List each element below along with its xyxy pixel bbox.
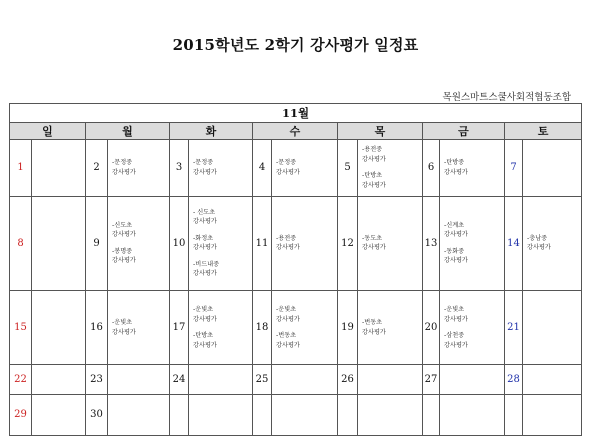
- event-type: 강사평가: [112, 257, 136, 265]
- event-type: 강사평가: [276, 341, 300, 349]
- weekday-header-mon: 월: [86, 122, 170, 139]
- event-school: -운빛초: [112, 319, 133, 327]
- event-type: 강사평가: [112, 231, 136, 239]
- event-type: 강사평가: [444, 168, 468, 176]
- event-type: 강사평가: [193, 168, 217, 176]
- event-type: 강사평가: [362, 328, 386, 336]
- day-events: [108, 365, 170, 395]
- day-number: 6: [423, 139, 440, 196]
- day-number: 18: [253, 291, 272, 365]
- day-number: 14: [505, 196, 523, 291]
- week-row: [10, 365, 582, 395]
- event-school: -탄방초: [362, 172, 383, 180]
- day-number: 11: [253, 196, 272, 291]
- event-type: 강사평가: [193, 315, 217, 323]
- day-number: [253, 394, 272, 435]
- day-events: [32, 291, 86, 365]
- day-events: [440, 196, 505, 291]
- day-events: [358, 196, 423, 291]
- day-events: [358, 291, 423, 365]
- event-school: -충남중: [527, 234, 548, 242]
- event-school: -문정중: [112, 159, 133, 167]
- day-number: 16: [86, 291, 108, 365]
- organization-name: 목원스마트스쿨사회적협동조합: [442, 92, 571, 103]
- day-number: 20: [423, 291, 440, 365]
- day-number: 15: [10, 291, 32, 365]
- day-number: 7: [505, 139, 523, 196]
- page-title: 2015학년도 2학기 강사평가 일정표: [172, 36, 419, 54]
- event-type: 강사평가: [112, 168, 136, 176]
- day-events: [523, 196, 582, 291]
- day-events: [32, 139, 86, 196]
- day-number: 30: [86, 394, 108, 435]
- week-row: [10, 139, 582, 196]
- weekday-header-sat: 토: [505, 122, 582, 139]
- event-type: 강사평가: [444, 257, 468, 265]
- day-number: 19: [338, 291, 358, 365]
- day-events: [32, 365, 86, 395]
- event-school: -운빛초: [276, 306, 297, 314]
- event-school: - 신도초: [193, 208, 216, 216]
- event-school: -신계초: [444, 221, 465, 229]
- day-events: [32, 196, 86, 291]
- weekday-header-tue: 화: [170, 122, 253, 139]
- day-events: [108, 196, 170, 291]
- event-type: 강사평가: [112, 328, 136, 336]
- day-events: [108, 291, 170, 365]
- event-type: 강사평가: [444, 341, 468, 349]
- event-school: -탄방초: [193, 332, 214, 340]
- day-number: 9: [86, 196, 108, 291]
- event-school: -동도초: [362, 234, 383, 242]
- day-events: [440, 291, 505, 365]
- day-number: 24: [170, 365, 189, 395]
- day-number: 22: [10, 365, 32, 395]
- day-number: 3: [170, 139, 189, 196]
- event-type: 강사평가: [276, 315, 300, 323]
- event-type: 강사평가: [193, 218, 217, 226]
- day-events: [32, 394, 86, 435]
- event-school: -번동초: [276, 332, 297, 340]
- event-type: 강사평가: [193, 244, 217, 252]
- weekday-header-thu: 목: [338, 122, 423, 139]
- day-number: [170, 394, 189, 435]
- day-events: [523, 139, 582, 196]
- event-school: -탄방중: [444, 159, 465, 167]
- day-number: [338, 394, 358, 435]
- calendar-table: [9, 103, 582, 436]
- week-row: [10, 291, 582, 365]
- day-events: [189, 139, 253, 196]
- day-number: 10: [170, 196, 189, 291]
- weekday-header-wed: 수: [253, 122, 338, 139]
- day-number: 21: [505, 291, 523, 365]
- event-school: -용전중: [276, 234, 297, 242]
- day-number: 2: [86, 139, 108, 196]
- day-events: [358, 365, 423, 395]
- event-school: -신도초: [112, 221, 133, 229]
- day-number: 13: [423, 196, 440, 291]
- event-school: -번동초: [362, 319, 383, 327]
- weekday-header-sun: 일: [10, 122, 86, 139]
- event-type: 강사평가: [276, 168, 300, 176]
- month-header: 11월: [10, 104, 582, 123]
- day-events: [189, 394, 253, 435]
- day-number: 27: [423, 365, 440, 395]
- day-events: [272, 365, 338, 395]
- event-school: -운빛초: [193, 306, 214, 314]
- day-events: [440, 394, 505, 435]
- event-type: 강사평가: [276, 244, 300, 252]
- day-number: 5: [338, 139, 358, 196]
- event-type: 강사평가: [444, 231, 468, 239]
- day-events: [523, 394, 582, 435]
- event-type: 강사평가: [362, 181, 386, 189]
- day-number: 29: [10, 394, 32, 435]
- event-school: -동화중: [444, 247, 465, 255]
- day-number: 17: [170, 291, 189, 365]
- day-number: 1: [10, 139, 32, 196]
- event-school: -운빛초: [444, 306, 465, 314]
- event-school: -화정초: [193, 234, 214, 242]
- day-number: [423, 394, 440, 435]
- day-events: [358, 139, 423, 196]
- event-school: -용전중: [362, 146, 383, 154]
- day-number: 23: [86, 365, 108, 395]
- event-type: 강사평가: [362, 244, 386, 252]
- event-school: -문정중: [276, 159, 297, 167]
- day-events: [108, 139, 170, 196]
- day-events: [440, 139, 505, 196]
- day-number: 4: [253, 139, 272, 196]
- event-school: -비드내중: [193, 260, 220, 268]
- day-events: [189, 196, 253, 291]
- day-events: [108, 394, 170, 435]
- day-events: [272, 196, 338, 291]
- event-type: 강사평가: [444, 315, 468, 323]
- event-school: -문정중: [193, 159, 214, 167]
- day-events: [189, 365, 253, 395]
- event-type: 강사평가: [527, 244, 551, 252]
- event-type: 강사평가: [193, 341, 217, 349]
- event-school: -삼천중: [444, 332, 465, 340]
- day-events: [523, 291, 582, 365]
- week-row: [10, 394, 582, 435]
- weekday-header-fri: 금: [423, 122, 505, 139]
- day-events: [523, 365, 582, 395]
- day-number: 26: [338, 365, 358, 395]
- day-events: [189, 291, 253, 365]
- day-events: [358, 394, 423, 435]
- event-type: 강사평가: [193, 270, 217, 278]
- day-events: [272, 394, 338, 435]
- week-row: [10, 196, 582, 291]
- day-number: 28: [505, 365, 523, 395]
- day-number: 8: [10, 196, 32, 291]
- event-type: 강사평가: [362, 155, 386, 163]
- day-events: [272, 139, 338, 196]
- day-number: [505, 394, 523, 435]
- day-number: 25: [253, 365, 272, 395]
- event-school: -봉명중: [112, 247, 133, 255]
- day-events: [272, 291, 338, 365]
- day-events: [440, 365, 505, 395]
- day-number: 12: [338, 196, 358, 291]
